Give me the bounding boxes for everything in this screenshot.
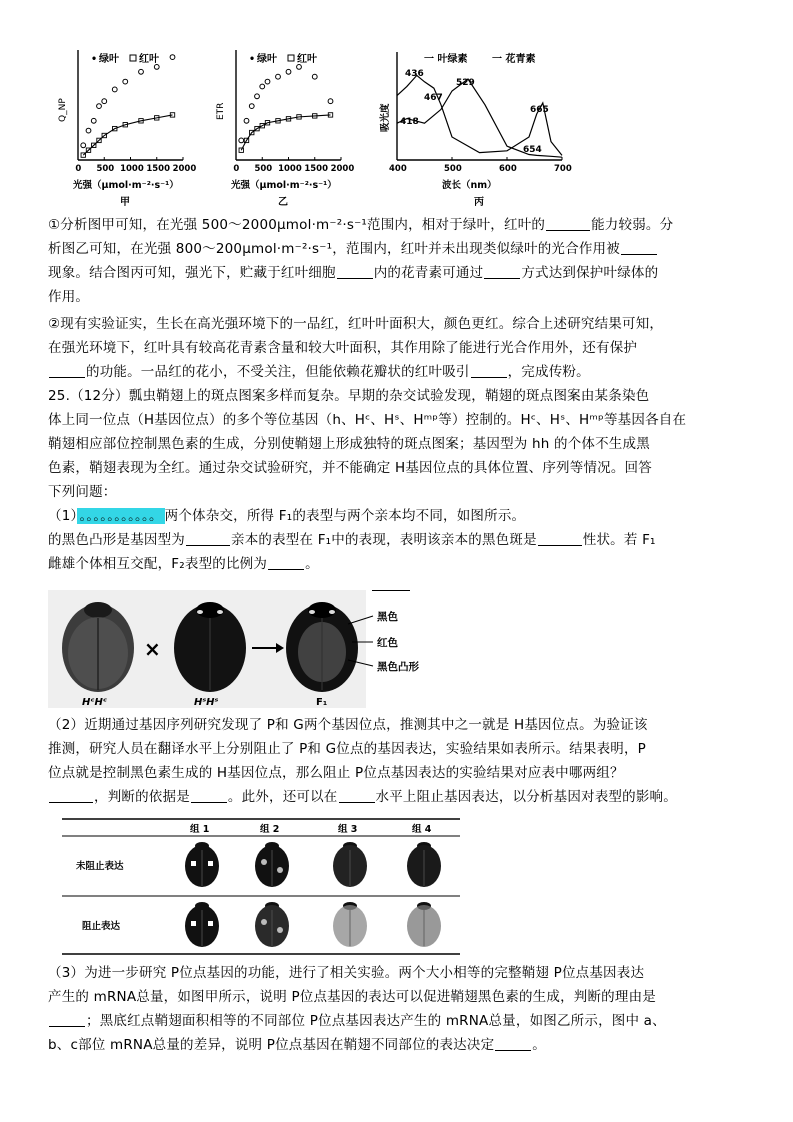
chlorophyll-line [397, 75, 562, 155]
p25-line1: 25.（12分）瓢虫鞘翅上的斑点图案多样而复杂。早期的杂交试验发现，鞘翅的斑点图案由某条染色 [48, 388, 650, 404]
cross-symbol: × [144, 637, 161, 661]
legend-green-label: 绿叶 [257, 54, 277, 65]
y-label: 吸光度 [380, 103, 391, 132]
x-label: 光强（μmol·m⁻²·s⁻¹） [231, 180, 337, 191]
answer-blank[interactable] [191, 788, 227, 803]
s2-line4b: 。此外，还可以在 [227, 789, 338, 805]
legend-green-label: 绿叶 [99, 54, 119, 65]
row-not-blocked: 未阻止表达 [76, 861, 124, 872]
p25-line2: 体上同一位点（H基因位点）的多个等位基因（h、Hᶜ、Hˢ、Hᵐᵖ等）控制的。Hᶜ、Hˢ、Hᵐᵖ等基因各自在 [48, 412, 687, 428]
x-tick-label: 0 [233, 164, 240, 174]
answer-blank[interactable] [484, 264, 520, 279]
x-tick-label: 0 [75, 164, 82, 174]
green-leaf-point [97, 104, 102, 109]
f1-label: F₁ [316, 697, 328, 708]
s1-rest: 两个体杂交，所得 F₁的表型与两个亲本均不同，如图所示。 [164, 508, 526, 524]
s2-line2: 推测，研究人员在翻译水平上分别阻止了 P和 G位点的基因表达，实验结果如表所示。结果表明，P [48, 741, 647, 757]
legend-red-label: 红叶 [139, 54, 159, 65]
label-red: 红色 [377, 637, 398, 649]
x-tick-label: 600 [499, 164, 517, 174]
green-leaf-point [297, 65, 302, 70]
green-leaf-point [123, 79, 128, 84]
x-tick-label: 400 [389, 164, 407, 174]
parent-1-genotype: HᶜHᶜ [82, 697, 108, 708]
x-tick-label: 2000 [172, 164, 197, 174]
green-leaf-point [139, 69, 144, 74]
highlighted-text: 。。。。。。。。。。。 [79, 508, 163, 524]
table-beetle [407, 902, 441, 947]
s2-line4a: ，判断的依据是 [94, 789, 190, 805]
answer-blank[interactable] [339, 788, 375, 803]
answer-blank[interactable] [538, 531, 582, 546]
chart-bing [372, 42, 582, 212]
s1-prefix: （1） [48, 508, 78, 524]
s1-line2c: 性状。若 F₁ [582, 532, 656, 548]
header-group-1: 组 1 [190, 824, 210, 835]
green-leaf-point [260, 84, 265, 89]
legend-red-label: 红叶 [297, 54, 317, 65]
peak-654: 654 [523, 145, 542, 155]
legend-anth: 一 花青素 [492, 54, 536, 65]
table-beetle [255, 902, 289, 947]
s3-line3: ；黑底红点鞘翅面积相等的不同部位 P位点基因表达产生的 mRNA总量，如图乙所示，图中 a、 [86, 1013, 666, 1029]
green-leaf-point [86, 128, 91, 133]
caption: 甲 [120, 197, 130, 208]
table-beetle [185, 902, 219, 947]
q1-line2: 析图乙可知，在光强 800～200μmol·m⁻²·s⁻¹，范围内，红叶并未出现类似绿叶的光合作用被 [48, 241, 620, 257]
table-beetle [333, 842, 367, 887]
x-tick-label: 1500 [146, 164, 171, 174]
chart-yi [213, 42, 363, 212]
answer-blank[interactable] [546, 216, 590, 231]
green-leaf-point [154, 65, 159, 70]
q1-line3a: 现象。结合图丙可知，强光下，贮藏于红叶细胞 [48, 265, 336, 281]
green-leaf-point [81, 143, 86, 148]
answer-blank[interactable] [495, 1036, 531, 1051]
legend-red-marker [288, 55, 294, 61]
parent-2-genotype: HˢHˢ [194, 697, 219, 708]
s1-line3a: 雌雄个体相互交配，F₂表型的比例为 [48, 556, 268, 572]
green-leaf-point [91, 118, 96, 123]
green-leaf-point [249, 104, 254, 109]
s2-line1: （2）近期通过基因序列研究发现了 P和 G两个基因位点，推测其中之一就是 H基因位点。为验证该 [48, 717, 648, 733]
y-label: Q_NP [58, 98, 68, 122]
header-group-4: 组 4 [412, 824, 432, 835]
x-tick-label: 500 [254, 164, 273, 174]
s2-line4c: 水平上阻止基因表达，以分析基因对表型的影响。 [375, 789, 677, 805]
y-label: ETR [216, 102, 226, 120]
green-leaf-point [244, 118, 249, 123]
green-leaf-point [286, 69, 291, 74]
green-leaf-point [328, 99, 333, 104]
peak-529: 529 [456, 78, 475, 88]
table-beetle [333, 902, 367, 947]
q2-line3a: 的功能。一品红的花小，不受关注，但能依赖花瓣状的红叶吸引 [86, 364, 470, 380]
table-beetle [255, 842, 289, 887]
x-label: 光强（μmol·m⁻²·s⁻¹） [73, 180, 179, 191]
answer-blank[interactable] [49, 788, 93, 803]
s1-line3b: 。 [305, 556, 319, 572]
q2-line1: ②现有实验证实，生长在高光强环境下的一品红，红叶叶面积大，颜色更红。综合上述研究结果可知， [48, 316, 664, 332]
s1-line2b: 亲本的表型在 F₁中的表现，表明该亲本的黑色斑是 [231, 532, 537, 548]
q2-line3b: ，完成传粉。 [507, 364, 590, 380]
s3-line1: （3）为进一步研究 P位点基因的功能，进行了相关实验。两个大小相等的完整鞘翅 P位点基因表达 [48, 965, 645, 981]
figure-top-line [372, 590, 410, 591]
x-tick-label: 1500 [304, 164, 329, 174]
experiment-table-figure [62, 818, 460, 956]
p25-line4: 色素，鞘翅表现为全红。通过杂交试验研究，并不能确定 H基因位点的具体位置、序列等情况。回答 [48, 460, 652, 476]
label-convex: 黑色凸形 [377, 661, 419, 673]
green-leaf-point [255, 94, 260, 99]
green-leaf-point [170, 55, 175, 60]
q1-line3c: 方式达到保护叶绿体的 [521, 265, 659, 281]
x-tick-label: 1000 [120, 164, 144, 174]
p25-line3: 鞘翅相应部位控制黑色素的生成，分别使鞘翅上形成独特的斑点图案；基因型为 hh 的个体不生成黑 [48, 436, 650, 452]
s2-line3: 位点就是控制黑色素生成的 H基因位点，那么阻止 P位点基因表达的实验结果对应表中哪两组？ [48, 765, 624, 781]
peak-467: 467 [424, 93, 443, 103]
legend-red-marker [130, 55, 136, 61]
green-leaf-point [276, 74, 281, 79]
header-group-2: 组 2 [260, 824, 280, 835]
answer-blank[interactable] [49, 1012, 85, 1027]
table-beetle [185, 842, 219, 887]
x-tick-label: 2000 [330, 164, 355, 174]
green-leaf-point [102, 99, 107, 104]
q1-line4: 作用。 [48, 289, 90, 305]
q2-line2: 在强光环境下，红叶具有较高花青素含量和较大叶面积，其作用除了能进行光合作用外，还有保护 [48, 340, 638, 356]
x-tick-label: 1000 [278, 164, 302, 174]
x-tick-label: 700 [554, 164, 572, 174]
x-label: 波长（nm） [442, 180, 497, 191]
table-beetle [407, 842, 441, 887]
peak-665: 665 [530, 105, 549, 115]
s3-line4a: b、c部位 mRNA总量的差异，说明 P位点基因在鞘翅不同部位的表达决定 [48, 1037, 495, 1053]
answer-blank[interactable] [471, 363, 507, 378]
answer-blank[interactable] [621, 240, 657, 255]
caption: 丙 [474, 197, 484, 208]
label-black: 黑色 [377, 611, 398, 623]
legend-green: • [249, 54, 256, 65]
row-blocked: 阻止表达 [82, 921, 121, 932]
green-leaf-point [312, 74, 317, 79]
x-tick-label: 500 [96, 164, 115, 174]
header-group-3: 组 3 [338, 824, 358, 835]
p25-line5: 下列问题： [48, 484, 117, 500]
x-tick-label: 500 [444, 164, 462, 174]
question-2-block [48, 713, 748, 809]
s1-line2a: 的黑色凸形是基因型为 [48, 532, 185, 548]
green-leaf-point [112, 87, 117, 92]
answer-blank[interactable] [337, 264, 373, 279]
legend-chl: 一 叶绿素 [424, 54, 468, 65]
peak-436: 436 [405, 69, 424, 79]
q1-line3b: 内的花青素可通过 [373, 265, 484, 281]
green-leaf-point [239, 138, 244, 143]
answer-blank[interactable] [186, 531, 230, 546]
peak-418: 418 [400, 117, 419, 127]
s3-line4b: 。 [532, 1037, 546, 1053]
beetle-cross-figure [48, 588, 468, 710]
question-1-block [48, 213, 748, 576]
question-3-block [48, 961, 748, 1057]
answer-blank[interactable] [268, 555, 304, 570]
legend-green: • [91, 54, 98, 65]
q1-line1b: 能力较弱。分 [591, 217, 674, 233]
green-leaf-point [265, 79, 270, 84]
s3-line2: 产生的 mRNA总量，如图甲所示，说明 P位点基因的表达可以促进鞘翅黑色素的生成，判断的理由是 [48, 989, 656, 1005]
answer-blank[interactable] [49, 363, 85, 378]
chart-jia [55, 42, 205, 212]
caption: 乙 [278, 197, 288, 208]
q1-line1: ①分析图甲可知，在光强 500～2000μmol·m⁻²·s⁻¹范围内，相对于绿叶，红叶的 [48, 217, 546, 233]
